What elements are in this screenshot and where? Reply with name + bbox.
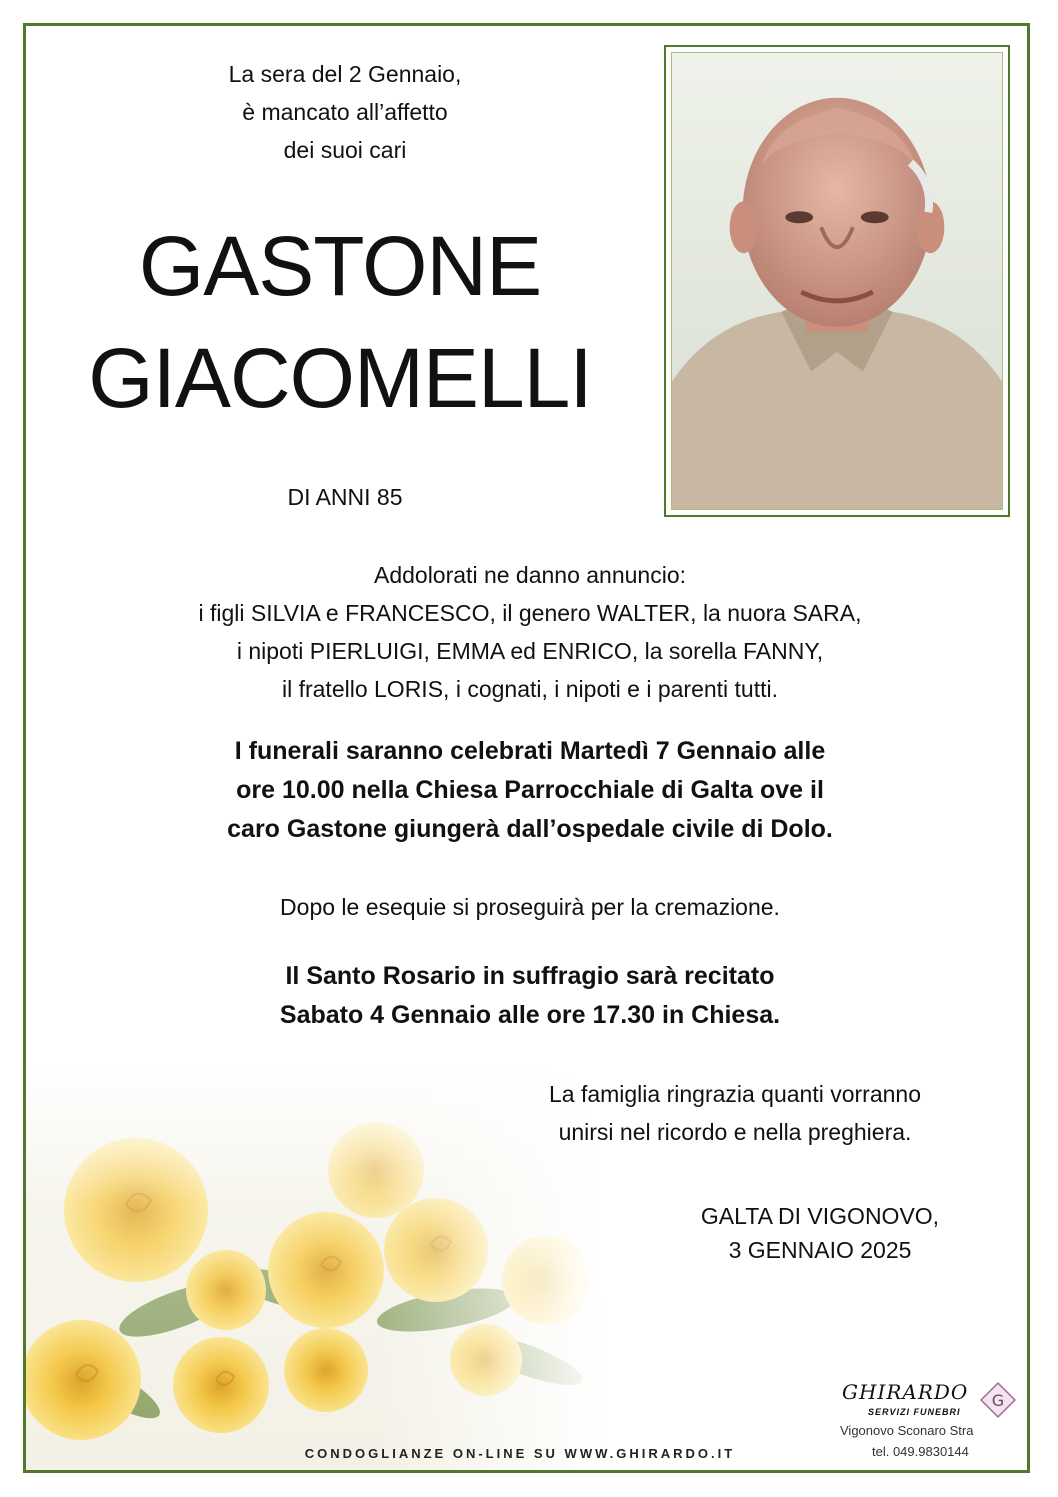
- portrait-photo: [671, 52, 1003, 510]
- logo-subtitle: SERVIZI FUNEBRI: [868, 1407, 961, 1417]
- thanks-line: unirsi nel ricordo e nella preghiera.: [558, 1119, 912, 1145]
- intro-line: La sera del 2 Gennaio,: [228, 61, 462, 87]
- funeral-home-logo: [830, 1378, 1030, 1468]
- date-line: 3 GENNAIO 2025: [728, 1237, 912, 1263]
- announcement-line: il fratello LORIS, i cognati, i nipoti e i parenti tutti.: [281, 676, 779, 702]
- logo-diamond-icon: [978, 1380, 1018, 1420]
- age-label: DI ANNI 85: [287, 484, 403, 510]
- condolences-footer: CONDOGLIANZE ON-LINE SU WWW.GHIRARDO.IT: [304, 1446, 736, 1461]
- rosary-line: Il Santo Rosario in suffragio sarà recitato: [285, 962, 775, 990]
- deceased-first-name: GASTONE: [138, 219, 542, 313]
- intro-line: dei suoi cari: [283, 137, 407, 163]
- logo-address: Vigonovo Sconaro Stra: [840, 1423, 974, 1438]
- rosary-line: Sabato 4 Gennaio alle ore 17.30 in Chiesa.: [279, 1001, 781, 1029]
- thanks-line: La famiglia ringrazia quanti vorranno: [548, 1081, 922, 1107]
- intro-text: [170, 55, 520, 169]
- funeral-line: ore 10.00 nella Chiesa Parrocchiale di Galta ove il: [236, 776, 824, 804]
- announcement-line: i figli SILVIA e FRANCESCO, il genero WALTER, la nuora SARA,: [198, 600, 862, 626]
- intro-line: è mancato all’affetto: [242, 99, 448, 125]
- logo-mark-letter: G: [991, 1391, 1005, 1410]
- funeral-line: caro Gastone giungerà dall’ospedale civile di Dolo.: [227, 815, 833, 843]
- thanks-text: [470, 1075, 1000, 1151]
- funeral-line: I funerali saranno celebrati Martedì 7 Gennaio alle: [234, 737, 826, 765]
- announcement-line: Addolorati ne danno annuncio:: [373, 562, 687, 588]
- rosary-text: [60, 957, 1000, 1035]
- deceased-last-name: GIACOMELLI: [88, 331, 592, 425]
- place-date: [660, 1199, 980, 1267]
- announcement-line: i nipoti PIERLUIGI, EMMA ed ENRICO, la sorella FANNY,: [236, 638, 824, 664]
- logo-phone: tel. 049.9830144: [872, 1444, 969, 1459]
- funeral-text: [60, 732, 1000, 849]
- cremation-text: Dopo le esequie si proseguirà per la cremazione.: [280, 894, 780, 920]
- announcement-text: [60, 556, 1000, 708]
- place-line: GALTA DI VIGONOVO,: [700, 1203, 940, 1229]
- logo-name: GHIRARDO: [842, 1380, 969, 1404]
- portrait-frame: [664, 45, 1010, 517]
